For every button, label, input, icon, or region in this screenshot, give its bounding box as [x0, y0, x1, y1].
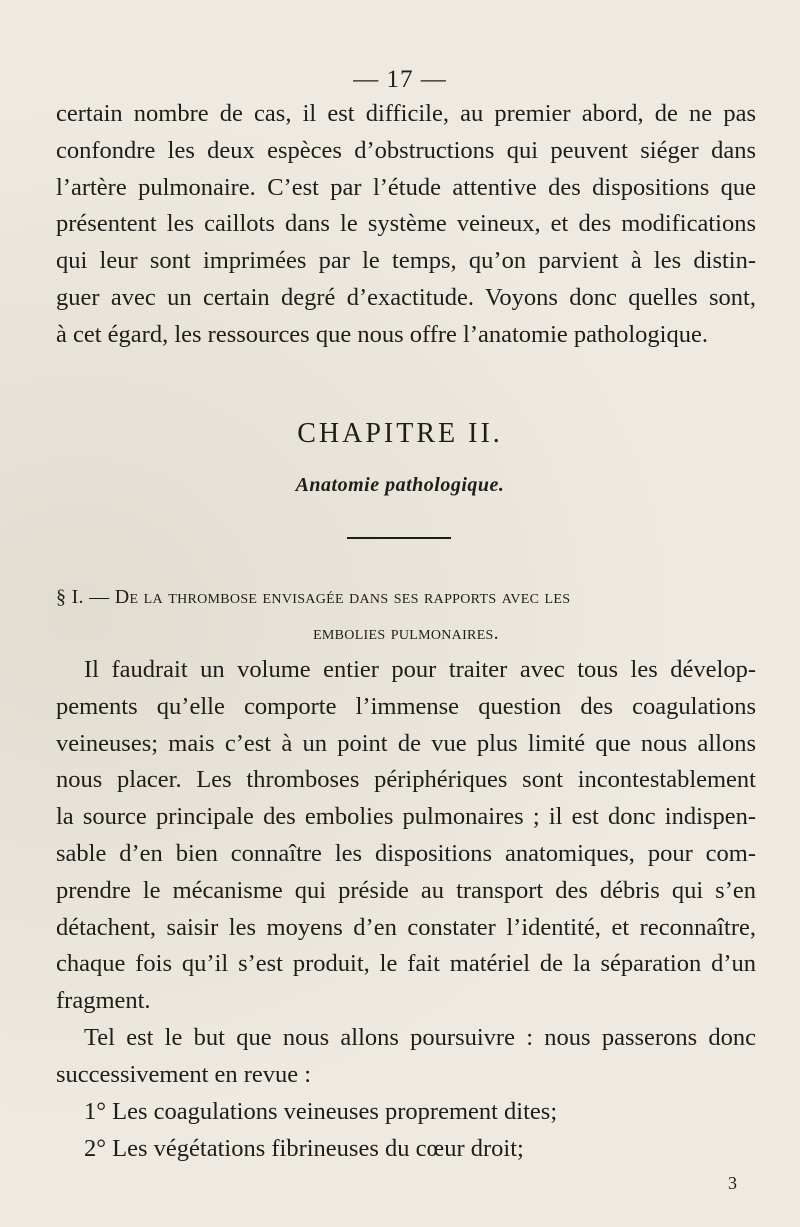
body-line: fragment.	[56, 987, 151, 1015]
body-line: la source principale des embolies pulmonaires ; il est donc indispen-	[56, 803, 756, 831]
intro-line: confondre les deux espèces d’obstructions qui peuvent siéger dans	[56, 136, 756, 164]
body-paragraph-1	[56, 652, 756, 1020]
enumeration-item: 2° Les végétations fibrineuses du cœur droit;	[84, 1134, 524, 1162]
body-line: chaque fois qu’il s’est produit, le fait matériel de la séparation d’un	[56, 950, 756, 978]
page-number: 3	[728, 1173, 737, 1193]
section-heading-line: § I. — De la thrombose envisagée dans ses rapports avec les	[56, 586, 571, 608]
body-line: pements qu’elle comporte l’immense question des coagulations	[56, 692, 756, 720]
running-head: — 17 —	[353, 66, 447, 93]
chapter-subtitle: Anatomie pathologique.	[295, 474, 505, 496]
intro-line: à cet égard, les ressources que nous offre l’anatomie pathologique.	[56, 320, 708, 348]
intro-line: l’artère pulmonaire. C’est par l’étude attentive des dispositions que	[56, 173, 756, 201]
body-line: prendre le mécanisme qui préside au transport des débris qui s’en	[56, 876, 756, 904]
section-divider	[347, 537, 451, 539]
section-heading	[56, 579, 756, 651]
body-line: détachent, saisir les moyens d’en constater l’identité, et reconnaître,	[56, 913, 756, 941]
intro-line: certain nombre de cas, il est difficile, au premier abord, de ne pas	[56, 100, 756, 127]
intro-line: qui leur sont imprimées par le temps, qu’on parvient à les distin-	[56, 247, 756, 275]
chapter-title: CHAPITRE II.	[297, 418, 503, 449]
section-heading-line: embolies pulmonaires.	[313, 622, 499, 644]
body-line: veineuses; mais c’est à un point de vue plus limité que nous allons	[56, 729, 756, 757]
intro-paragraph	[56, 96, 756, 354]
enumeration-item: 1° Les coagulations veineuses proprement dites;	[84, 1098, 558, 1125]
body-line: Il faudrait un volume entier pour traiter avec tous les dévelop-	[84, 656, 756, 683]
body-line: nous placer. Les thromboses périphériques sont incontestablement	[56, 766, 756, 794]
body-line: successivement en revue :	[56, 1060, 312, 1088]
body-line: Tel est le but que nous allons poursuivre : nous passerons donc	[84, 1024, 756, 1051]
intro-line: guer avec un certain degré d’exactitude. Voyons donc quelles sont,	[56, 283, 756, 311]
body-paragraph-2	[56, 1020, 756, 1094]
enumeration-list	[56, 1094, 756, 1168]
intro-line: présentent les caillots dans le système veineux, et des modifications	[56, 210, 756, 238]
body-line: sable d’en bien connaître les dispositions anatomiques, pour com-	[56, 839, 756, 867]
